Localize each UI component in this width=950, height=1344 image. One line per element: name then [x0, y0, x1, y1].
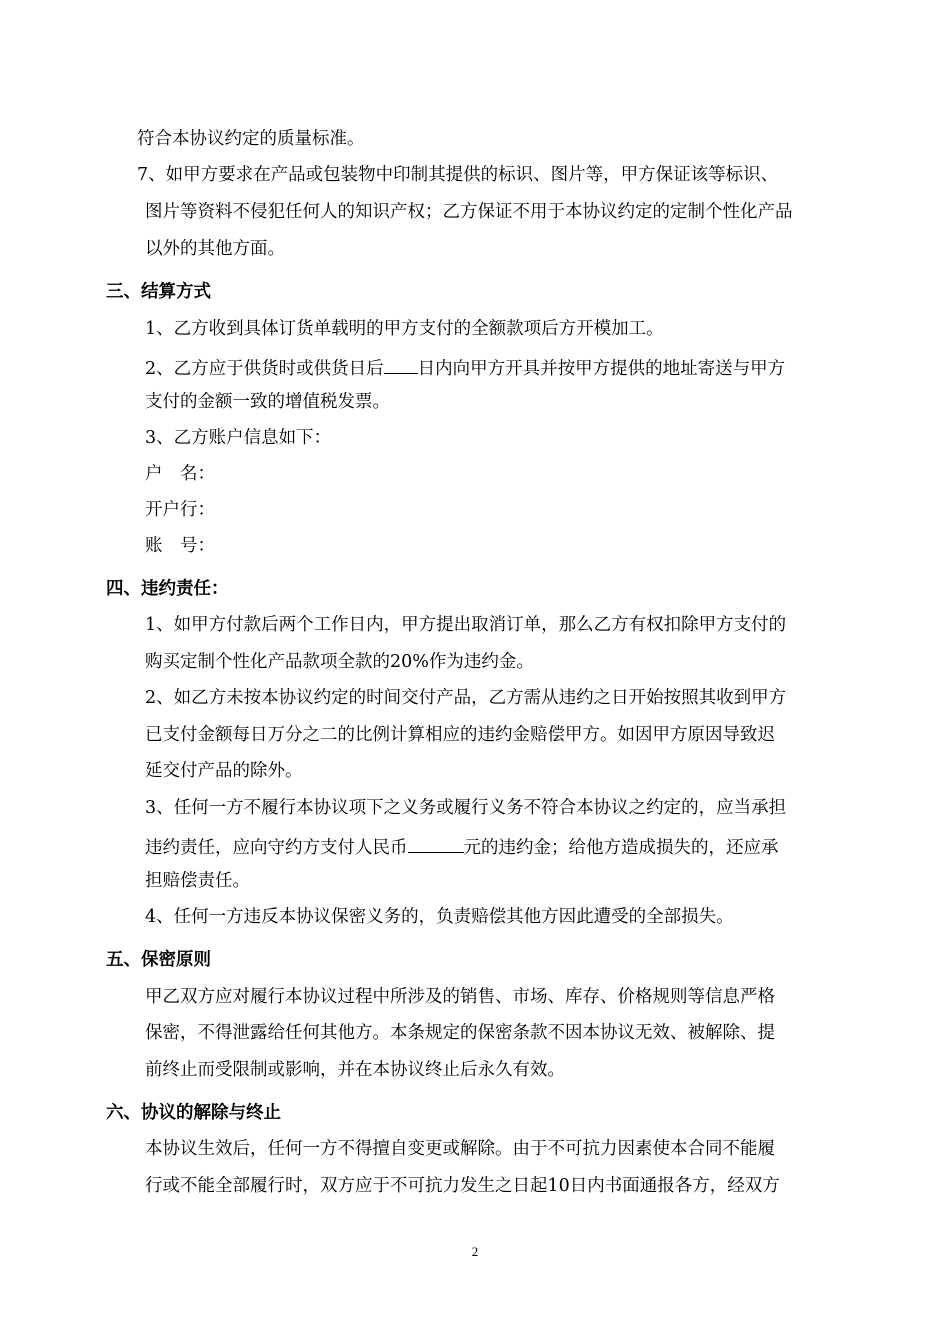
section-4-item-2-line-2: 已支付金额每日万分之二的比例计算相应的违约金赔偿甲方。如因甲方原因导致迟 [145, 725, 775, 745]
section-4-item-3-part-b: 元的违约金；给他方造成损失的，还应承 [463, 838, 779, 858]
section-4-item-3-line-2 [145, 832, 779, 860]
section-3-item-2 [145, 353, 785, 381]
clause-7-line-3: 以外的其他方面。 [145, 239, 285, 259]
section-3-heading: 三、结算方式 [106, 282, 211, 302]
section-3-item-2-line-2: 支付的金额一致的增值税发票。 [145, 392, 390, 412]
section-4-item-2-line-1: 2、如乙方未按本协议约定的时间交付产品，乙方需从违约之日开始按照其收到甲方 [145, 688, 787, 708]
section-4-item-4: 4、任何一方违反本协议保密义务的，负责赔偿其他方因此遭受的全部损失。 [145, 907, 734, 927]
section-3-item-1: 1、乙方收到具体订货单载明的甲方支付的全额款项后方开模加工。 [145, 319, 664, 339]
section-4-item-1-line-2: 购买定制个性化产品款项全款的20%作为违约金。 [145, 652, 534, 672]
account-number-label: 账 号： [145, 536, 215, 556]
clause-7-line-2: 图片等资料不侵犯任何人的知识产权；乙方保证不用于本协议约定的定制个性化产品 [145, 202, 793, 222]
bank-label: 开户行： [145, 500, 215, 520]
section-4-item-3-part-a: 违约责任，应向守约方支付人民币 [145, 838, 408, 858]
section-6-heading: 六、协议的解除与终止 [106, 1103, 281, 1123]
section-4-item-3-line-3: 担赔偿责任。 [145, 871, 250, 891]
blank-days-field [384, 353, 418, 374]
section-3-item-2-part-b: 日内向甲方开具并按甲方提供的地址寄送与甲方 [417, 359, 786, 379]
section-4-heading: 四、违约责任： [106, 579, 229, 599]
section-3-item-2-part-a: 2、乙方应于供货时或供货日后 [145, 359, 384, 379]
section-5-heading: 五、保密原则 [106, 950, 211, 970]
page-number: 2 [471, 1244, 479, 1259]
section-4-item-2-line-3: 延交付产品的除外。 [145, 761, 303, 781]
clause-7-line-1: 7、如甲方要求在产品或包装物中印制其提供的标识、图片等，甲方保证该等标识、 [137, 165, 779, 185]
section-6-line-1: 本协议生效后，任何一方不得擅自变更或解除。由于不可抗力因素使本合同不能履 [145, 1139, 775, 1159]
blank-amount-field [408, 832, 464, 853]
section-6-line-2: 行或不能全部履行时，双方应于不可抗力发生之日起10日内书面通报各方，经双方 [145, 1176, 780, 1196]
section-5-line-1: 甲乙双方应对履行本协议过程中所涉及的销售、市场、库存、价格规则等信息严格 [145, 987, 775, 1007]
section-4-item-3-line-1: 3、任何一方不履行本协议项下之义务或履行义务不符合本协议之约定的，应当承担 [145, 798, 787, 818]
section-5-line-2: 保密，不得泄露给任何其他方。本条规定的保密条款不因本协议无效、被解除、提 [145, 1023, 775, 1043]
section-5-line-3: 前终止而受限制或影响，并在本协议终止后永久有效。 [145, 1060, 565, 1080]
clause-7-continued: 符合本协议约定的质量标准。 [137, 129, 365, 149]
account-name-label: 户 名： [145, 464, 215, 484]
section-3-item-3: 3、乙方账户信息如下： [145, 428, 332, 448]
section-4-item-1-line-1: 1、如甲方付款后两个工作日内，甲方提出取消订单，那么乙方有权扣除甲方支付的 [145, 615, 787, 635]
